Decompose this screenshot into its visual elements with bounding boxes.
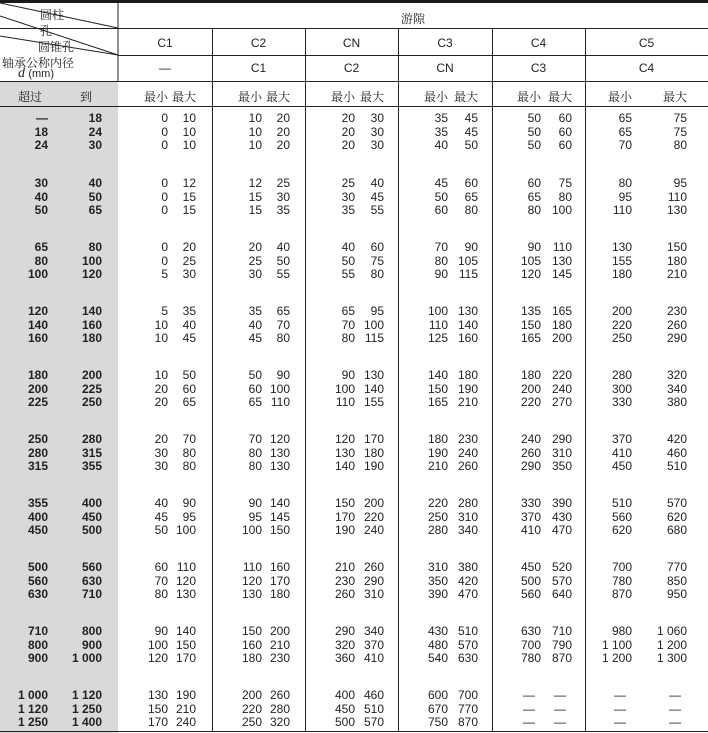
max-value-cell: 170 180 190 bbox=[363, 432, 384, 473]
min-value-cell: 90 100 110 bbox=[334, 368, 355, 409]
header-line-4 bbox=[0, 106, 708, 107]
min-value-cell: 200 220 250 bbox=[611, 304, 632, 345]
tapered-group-label: C3 bbox=[530, 61, 547, 75]
min-value-cell: 35 40 45 bbox=[248, 304, 262, 345]
min-value-cell: 50 60 65 bbox=[248, 368, 262, 409]
min-value-cell: 110 120 130 bbox=[241, 560, 262, 601]
max-value-cell: 200 220 240 bbox=[363, 496, 384, 537]
min-value-cell: 210 230 260 bbox=[334, 560, 355, 601]
bore-over-cell: 180 200 225 bbox=[27, 368, 48, 409]
min-value-cell: 330 370 410 bbox=[520, 496, 541, 537]
bore-over-cell: 500 560 630 bbox=[27, 560, 48, 601]
min-value-cell: 25 30 35 bbox=[341, 176, 355, 217]
max-value-cell: 65 70 80 bbox=[276, 304, 290, 345]
min-value-cell: 0 0 5 bbox=[161, 240, 168, 281]
max-value-cell: 165 180 200 bbox=[551, 304, 572, 345]
max-value-cell: 130 140 155 bbox=[363, 368, 384, 409]
clearance-title: 游隙 bbox=[400, 12, 425, 26]
max-value-cell: 570 620 680 bbox=[666, 496, 687, 537]
max-value-cell: 220 240 270 bbox=[551, 368, 572, 409]
min-value-cell: 65 70 80 bbox=[341, 304, 355, 345]
min-value-cell: 100 110 125 bbox=[427, 304, 448, 345]
min-value-cell: 150 160 180 bbox=[241, 624, 262, 665]
min-value-cell: 430 480 540 bbox=[427, 624, 448, 665]
max-value-cell: 20 20 20 bbox=[276, 111, 290, 152]
max-value-cell: 420 460 510 bbox=[666, 432, 687, 473]
min-value-cell: 150 170 190 bbox=[334, 496, 355, 537]
max-value-cell: 90 95 100 bbox=[175, 496, 196, 537]
max-value-cell: 710 790 870 bbox=[551, 624, 572, 665]
corner-tapered-label: 圆锥孔 bbox=[38, 40, 75, 54]
corner-bore-diameter-label: 轴承公称内径 bbox=[2, 56, 75, 70]
tapered-group-label: C4 bbox=[638, 61, 655, 75]
min-label: 最小 bbox=[143, 90, 168, 104]
min-label: 最小 bbox=[607, 90, 632, 104]
min-label: 最小 bbox=[516, 90, 541, 104]
min-value-cell: 310 350 390 bbox=[427, 560, 448, 601]
min-value-cell: 70 80 80 bbox=[248, 432, 262, 473]
corner-d-unit: (mm) bbox=[28, 68, 54, 80]
bore-over-cell: 355 400 450 bbox=[27, 496, 48, 537]
min-value-cell: 90 100 120 bbox=[147, 624, 168, 665]
max-value-cell: 320 340 380 bbox=[666, 368, 687, 409]
min-value-cell: 20 30 30 bbox=[154, 432, 168, 473]
bore-over-cell: 250 280 315 bbox=[27, 432, 48, 473]
bore-over-cell: 710 800 900 bbox=[27, 624, 48, 665]
min-value-cell: 5 10 10 bbox=[154, 304, 168, 345]
max-value-cell: 380 420 470 bbox=[457, 560, 478, 601]
min-value-cell: 180 200 220 bbox=[520, 368, 541, 409]
bottom-line bbox=[0, 731, 708, 732]
max-label: 最大 bbox=[453, 90, 478, 104]
max-label: 最大 bbox=[171, 90, 196, 104]
max-value-cell: 130 140 160 bbox=[457, 304, 478, 345]
max-value-cell: 700 770 870 bbox=[457, 688, 478, 729]
max-value-cell: 10 10 10 bbox=[182, 111, 196, 152]
min-value-cell: 45 50 60 bbox=[434, 176, 448, 217]
max-value-cell: — — — bbox=[669, 688, 681, 729]
max-value-cell: 70 80 80 bbox=[182, 432, 196, 473]
bore-to-cell: 80 100 120 bbox=[81, 240, 102, 281]
min-value-cell: 700 780 870 bbox=[611, 560, 632, 601]
max-value-cell: 75 80 100 bbox=[551, 176, 572, 217]
column-divider bbox=[585, 28, 586, 732]
max-value-cell: 1 060 1 200 1 300 bbox=[656, 624, 687, 665]
max-value-cell: 95 110 130 bbox=[666, 176, 687, 217]
min-value-cell: 10 10 10 bbox=[248, 111, 262, 152]
max-value-cell: 280 310 340 bbox=[457, 496, 478, 537]
max-value-cell: 140 150 170 bbox=[175, 624, 196, 665]
max-value-cell: 140 145 150 bbox=[269, 496, 290, 537]
corner-d-symbol: d bbox=[18, 66, 25, 81]
max-value-cell: 260 290 310 bbox=[363, 560, 384, 601]
bore-to-cell: 400 450 500 bbox=[81, 496, 102, 537]
bore-to-cell: 40 50 65 bbox=[88, 176, 102, 217]
min-value-cell: 70 80 90 bbox=[434, 240, 448, 281]
cylindrical-group-label: C4 bbox=[530, 36, 547, 50]
tapered-group-label: C1 bbox=[250, 61, 267, 75]
to-label: 到 bbox=[79, 90, 92, 104]
max-value-cell: 60 75 80 bbox=[370, 240, 384, 281]
max-value-cell: 190 210 240 bbox=[175, 688, 196, 729]
cylindrical-group-label: C1 bbox=[157, 36, 173, 50]
tapered-group-label: C2 bbox=[343, 61, 360, 75]
min-value-cell: 120 130 140 bbox=[334, 432, 355, 473]
min-value-cell: 0 0 0 bbox=[161, 111, 168, 152]
max-value-cell: 45 45 50 bbox=[464, 111, 478, 152]
column-divider bbox=[398, 28, 399, 732]
max-value-cell: 40 50 55 bbox=[276, 240, 290, 281]
min-value-cell: 280 300 330 bbox=[611, 368, 632, 409]
max-label: 最大 bbox=[265, 90, 290, 104]
tapered-group-label: — bbox=[159, 61, 171, 75]
max-value-cell: 60 60 60 bbox=[558, 111, 572, 152]
min-value-cell: 130 155 180 bbox=[611, 240, 632, 281]
min-value-cell: 90 95 100 bbox=[241, 496, 262, 537]
column-divider bbox=[212, 28, 213, 732]
bore-over-cell: — 18 24 bbox=[34, 111, 48, 152]
max-value-cell: 12 15 15 bbox=[182, 176, 196, 217]
min-label: 最小 bbox=[330, 90, 355, 104]
max-value-cell: 120 130 130 bbox=[269, 432, 290, 473]
bore-to-cell: 560 630 710 bbox=[81, 560, 102, 601]
max-value-cell: 290 310 350 bbox=[551, 432, 572, 473]
max-value-cell: — — — bbox=[554, 688, 566, 729]
min-value-cell: 10 20 20 bbox=[154, 368, 168, 409]
min-value-cell: 630 700 780 bbox=[520, 624, 541, 665]
corner-bore-label: 孔 bbox=[40, 24, 53, 38]
cylindrical-group-label: CN bbox=[342, 36, 361, 50]
bore-over-cell: 120 140 160 bbox=[27, 304, 48, 345]
max-value-cell: 150 180 210 bbox=[666, 240, 687, 281]
min-value-cell: 370 410 450 bbox=[611, 432, 632, 473]
min-value-cell: 35 35 40 bbox=[434, 111, 448, 152]
cylindrical-group-label: C3 bbox=[437, 36, 453, 50]
min-value-cell: 60 65 80 bbox=[527, 176, 541, 217]
min-value-cell: 65 65 70 bbox=[618, 111, 632, 152]
max-value-cell: 35 40 45 bbox=[182, 304, 196, 345]
over-label: 超过 bbox=[17, 90, 42, 104]
bore-to-cell: 200 225 250 bbox=[81, 368, 102, 409]
max-value-cell: 230 240 260 bbox=[457, 432, 478, 473]
max-label: 最大 bbox=[547, 90, 572, 104]
column-divider bbox=[492, 28, 493, 732]
column-divider bbox=[305, 28, 306, 732]
bore-to-cell: 18 24 30 bbox=[88, 111, 102, 152]
max-value-cell: 260 280 320 bbox=[269, 688, 290, 729]
max-value-cell: 40 45 55 bbox=[370, 176, 384, 217]
bore-over-cell: 65 80 100 bbox=[27, 240, 48, 281]
min-value-cell: 220 250 280 bbox=[427, 496, 448, 537]
max-value-cell: 20 25 30 bbox=[182, 240, 196, 281]
min-value-cell: 20 20 20 bbox=[341, 111, 355, 152]
min-value-cell: 510 560 620 bbox=[611, 496, 632, 537]
min-value-cell: 290 320 360 bbox=[334, 624, 355, 665]
max-value-cell: 50 60 65 bbox=[182, 368, 196, 409]
max-label: 最大 bbox=[662, 90, 687, 104]
min-value-cell: 50 50 50 bbox=[527, 111, 541, 152]
min-value-cell: 180 190 210 bbox=[427, 432, 448, 473]
bore-to-cell: 800 900 1 000 bbox=[71, 624, 102, 665]
cylindrical-group-label: C5 bbox=[638, 36, 655, 50]
max-value-cell: 25 30 35 bbox=[276, 176, 290, 217]
min-label: 最小 bbox=[423, 90, 448, 104]
max-value-cell: 770 850 950 bbox=[666, 560, 687, 601]
max-value-cell: 110 120 130 bbox=[175, 560, 196, 601]
max-value-cell: 230 260 290 bbox=[666, 304, 687, 345]
min-value-cell: 400 450 500 bbox=[334, 688, 355, 729]
max-label: 最大 bbox=[359, 90, 384, 104]
header-line-2 bbox=[118, 55, 708, 56]
max-value-cell: 160 170 180 bbox=[269, 560, 290, 601]
min-value-cell: — — — bbox=[614, 688, 626, 729]
max-value-cell: 110 130 145 bbox=[551, 240, 572, 281]
cylindrical-group-label: C2 bbox=[250, 36, 267, 50]
max-value-cell: 90 105 115 bbox=[457, 240, 478, 281]
max-value-cell: 520 570 640 bbox=[551, 560, 572, 601]
tapered-group-label: CN bbox=[436, 61, 454, 75]
min-value-cell: 450 500 560 bbox=[520, 560, 541, 601]
min-value-cell: 90 105 120 bbox=[520, 240, 541, 281]
min-value-cell: 130 150 170 bbox=[147, 688, 168, 729]
min-label: 最小 bbox=[237, 90, 262, 104]
bore-over-cell: 30 40 50 bbox=[34, 176, 48, 217]
max-value-cell: 340 370 410 bbox=[363, 624, 384, 665]
min-value-cell: 140 150 165 bbox=[427, 368, 448, 409]
min-value-cell: 80 95 110 bbox=[612, 176, 632, 217]
max-value-cell: 30 30 30 bbox=[370, 111, 384, 152]
corner-cylindrical-label: 圆柱 bbox=[40, 8, 65, 22]
max-value-cell: 180 190 210 bbox=[457, 368, 478, 409]
max-value-cell: 60 65 80 bbox=[464, 176, 478, 217]
max-value-cell: 200 210 230 bbox=[269, 624, 290, 665]
min-value-cell: 20 25 30 bbox=[248, 240, 262, 281]
min-value-cell: 40 50 55 bbox=[341, 240, 355, 281]
max-value-cell: 510 570 630 bbox=[457, 624, 478, 665]
min-value-cell: 60 70 80 bbox=[154, 560, 168, 601]
min-value-cell: 40 45 50 bbox=[154, 496, 168, 537]
max-value-cell: 75 75 80 bbox=[673, 111, 687, 152]
min-value-cell: 200 220 250 bbox=[241, 688, 262, 729]
max-value-cell: 390 430 470 bbox=[551, 496, 572, 537]
min-value-cell: 12 15 15 bbox=[248, 176, 262, 217]
min-value-cell: 0 0 0 bbox=[161, 176, 168, 217]
bore-to-cell: 1 120 1 250 1 400 bbox=[71, 688, 102, 729]
max-value-cell: 460 510 570 bbox=[363, 688, 384, 729]
min-value-cell: 240 260 290 bbox=[520, 432, 541, 473]
min-value-cell: — — — bbox=[523, 688, 535, 729]
min-value-cell: 600 670 750 bbox=[427, 688, 448, 729]
bore-over-cell: 1 000 1 120 1 250 bbox=[17, 688, 48, 729]
max-value-cell: 90 100 110 bbox=[269, 368, 290, 409]
bore-to-cell: 280 315 355 bbox=[81, 432, 102, 473]
min-value-cell: 135 150 165 bbox=[520, 304, 541, 345]
max-value-cell: 95 100 115 bbox=[363, 304, 384, 345]
corner-d-label bbox=[18, 66, 54, 82]
bore-to-cell: 140 160 180 bbox=[81, 304, 102, 345]
min-value-cell: 980 1 100 1 200 bbox=[601, 624, 632, 665]
